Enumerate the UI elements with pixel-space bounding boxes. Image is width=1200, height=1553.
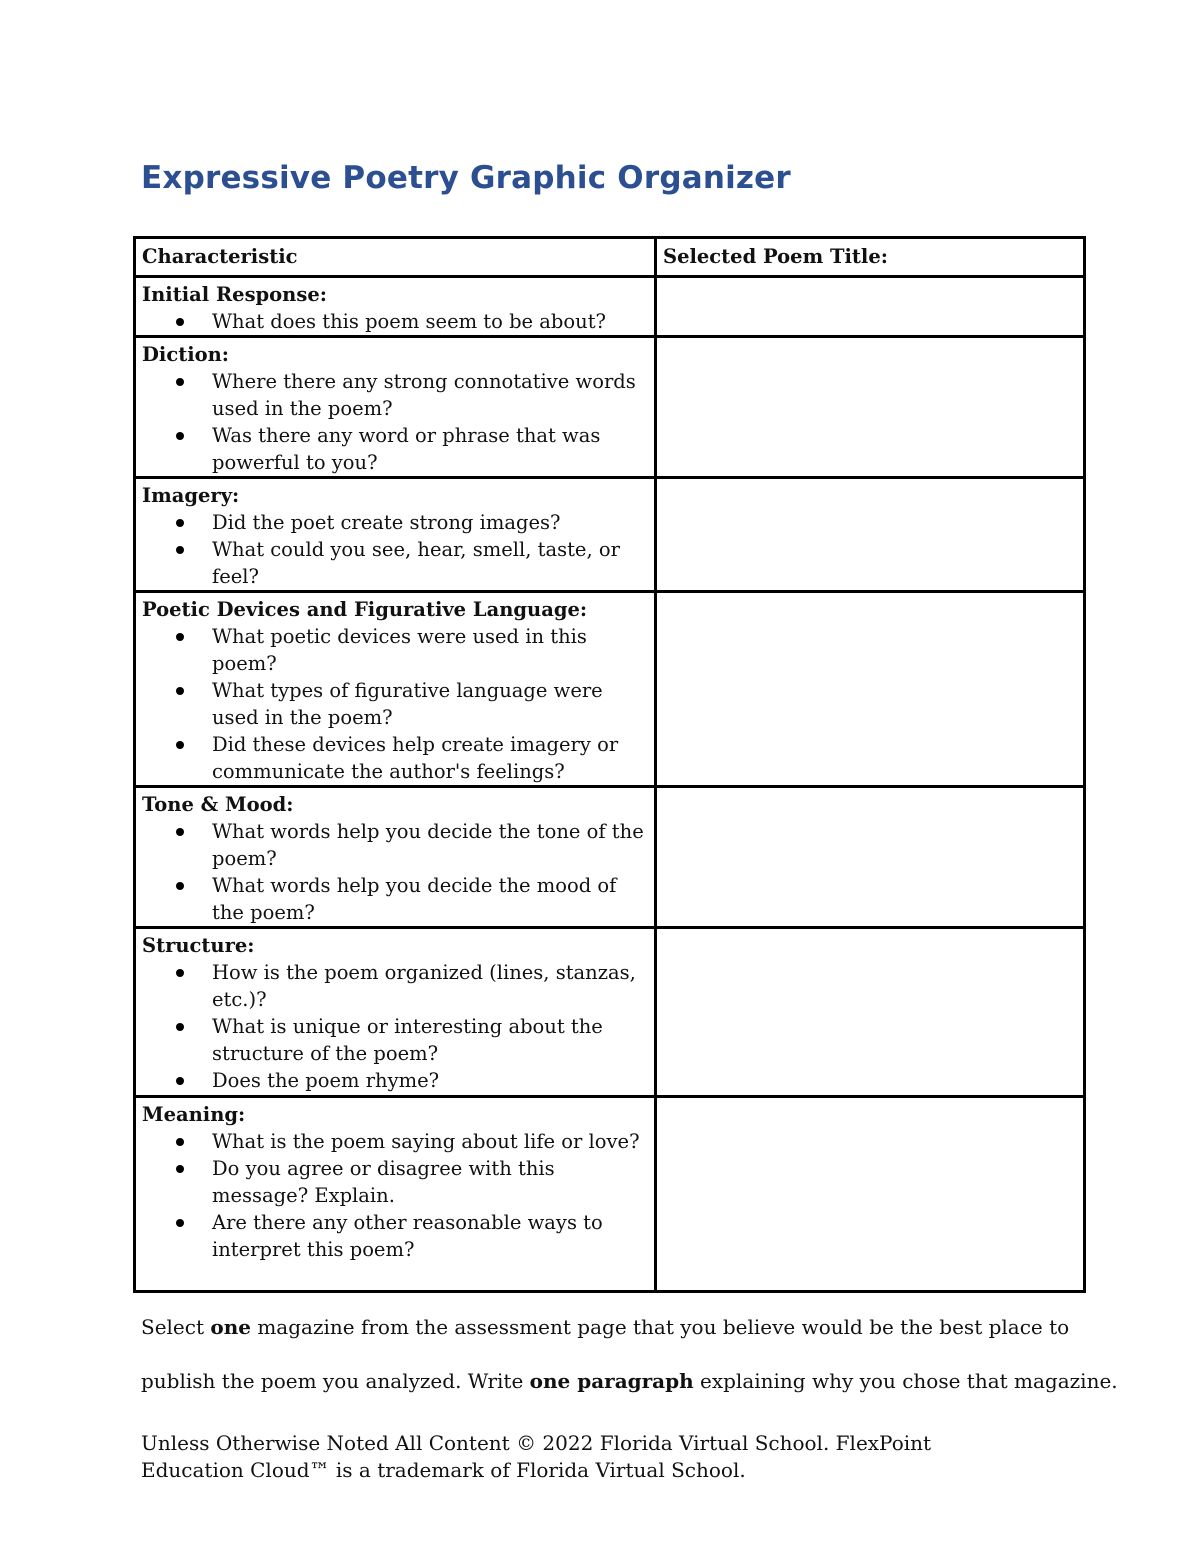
response-cell[interactable] xyxy=(656,478,1085,592)
instruction-line-2: publish the poem you analyzed. Write one paragraph explaining why you chose that magazine. xyxy=(141,1369,1118,1393)
list-item: Did these devices help create imagery or communicate the author's feelings? xyxy=(212,731,650,785)
list-item: What is the poem saying about life or love? xyxy=(212,1128,650,1155)
row-heading: Initial Response: xyxy=(142,283,327,306)
header-selected-poem-title: Selected Poem Title: xyxy=(656,238,1085,277)
list-item: How is the poem organized (lines, stanzas, etc.)? xyxy=(212,959,650,1013)
emphasis-one-paragraph: one paragraph xyxy=(529,1369,694,1393)
table-row xyxy=(135,1097,1085,1292)
response-cell[interactable] xyxy=(656,277,1085,337)
instruction-line-1: Select one magazine from the assessment page that you believe would be the best place to xyxy=(141,1315,1070,1339)
characteristic-cell xyxy=(135,787,656,928)
characteristic-cell xyxy=(135,277,656,337)
table-row xyxy=(135,592,1085,787)
graphic-organizer-table xyxy=(133,236,1086,1293)
question-list xyxy=(142,368,650,476)
list-item: What could you see, hear, smell, taste, or feel? xyxy=(212,536,650,590)
list-item: Did the poet create strong images? xyxy=(212,509,650,536)
characteristic-cell xyxy=(135,928,656,1097)
row-heading: Tone & Mood: xyxy=(142,793,294,816)
table-row xyxy=(135,928,1085,1097)
row-heading: Structure: xyxy=(142,934,255,957)
question-list xyxy=(142,959,650,1094)
list-item: Where there any strong connotative words used in the poem? xyxy=(212,368,650,422)
table-row xyxy=(135,478,1085,592)
list-item: Was there any word or phrase that was powerful to you? xyxy=(212,422,650,476)
table-row xyxy=(135,277,1085,337)
list-item: What does this poem seem to be about? xyxy=(212,308,650,335)
list-item: Does the poem rhyme? xyxy=(212,1067,650,1094)
list-item: Are there any other reasonable ways to interpret this poem? xyxy=(212,1209,650,1263)
copyright-notice: Unless Otherwise Noted All Content © 2022 Florida Virtual School. FlexPoint Education Cloud™ is a trademark of Florida Virtual School. xyxy=(141,1431,932,1482)
table-row xyxy=(135,787,1085,928)
emphasis-one: one xyxy=(210,1315,251,1339)
response-cell[interactable] xyxy=(656,1097,1085,1292)
characteristic-cell xyxy=(135,478,656,592)
table-header-row xyxy=(135,238,1085,277)
list-item: What words help you decide the tone of the poem? xyxy=(212,818,650,872)
list-item: Do you agree or disagree with this message? Explain. xyxy=(212,1155,650,1209)
row-heading: Poetic Devices and Figurative Language: xyxy=(142,598,588,621)
response-cell[interactable] xyxy=(656,787,1085,928)
header-characteristic: Characteristic xyxy=(135,238,656,277)
list-item: What poetic devices were used in this poem? xyxy=(212,623,650,677)
list-item: What types of figurative language were used in the poem? xyxy=(212,677,650,731)
question-list xyxy=(142,509,650,590)
characteristic-cell xyxy=(135,592,656,787)
list-item: What is unique or interesting about the structure of the poem? xyxy=(212,1013,650,1067)
response-cell[interactable] xyxy=(656,928,1085,1097)
document-title: Expressive Poetry Graphic Organizer xyxy=(141,160,791,196)
response-cell[interactable] xyxy=(656,592,1085,787)
row-heading: Diction: xyxy=(142,343,229,366)
row-heading: Meaning: xyxy=(142,1103,246,1126)
response-cell[interactable] xyxy=(656,337,1085,478)
characteristic-cell xyxy=(135,1097,656,1292)
characteristic-cell xyxy=(135,337,656,478)
list-item: What words help you decide the mood of the poem? xyxy=(212,872,650,926)
question-list xyxy=(142,818,650,926)
question-list xyxy=(142,623,650,785)
question-list xyxy=(142,1128,650,1263)
question-list xyxy=(142,308,650,335)
table-row xyxy=(135,337,1085,478)
row-heading: Imagery: xyxy=(142,484,240,507)
